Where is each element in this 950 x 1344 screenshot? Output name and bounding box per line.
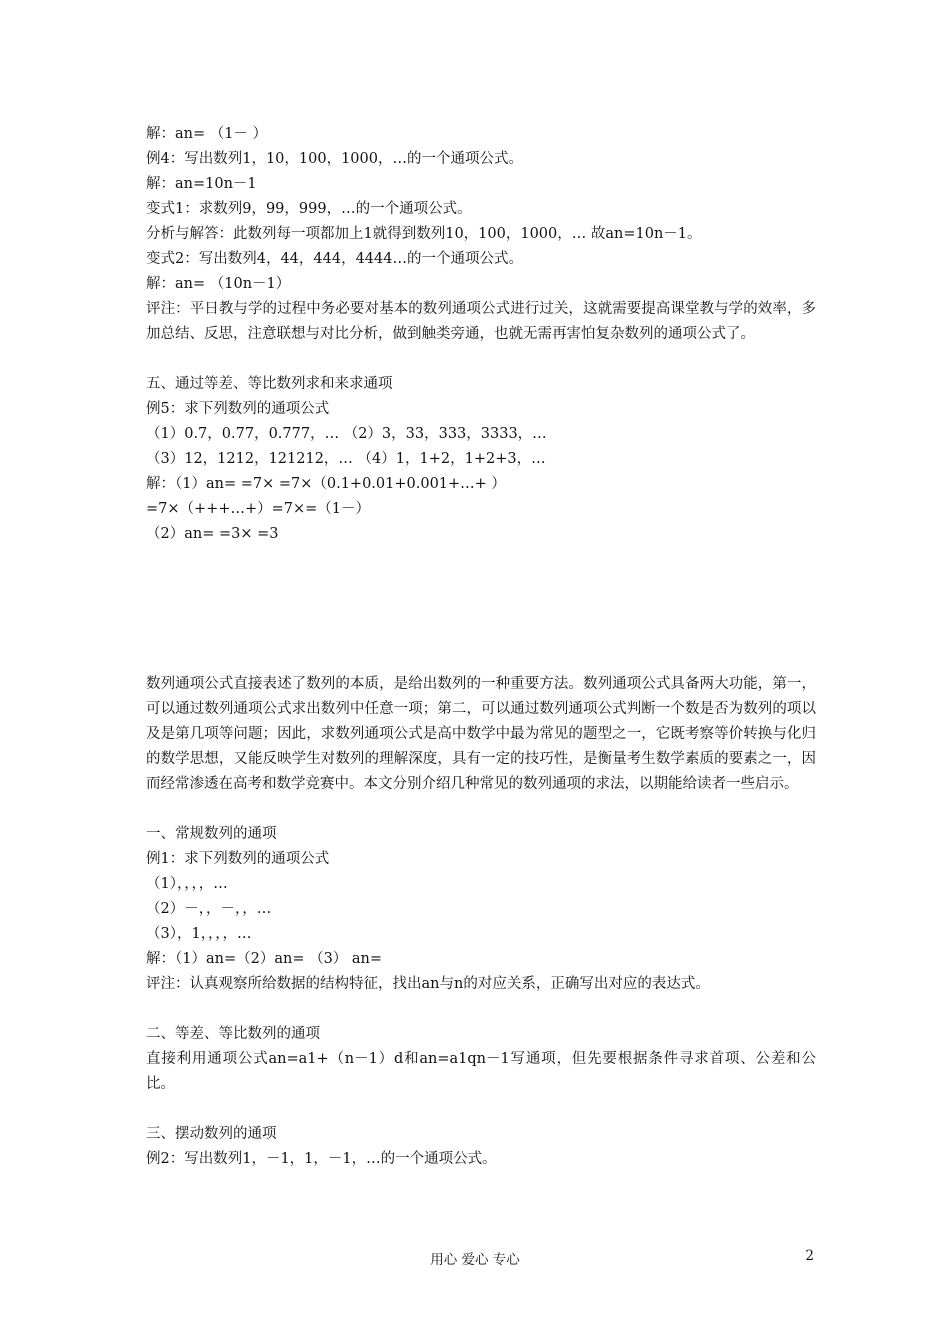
text-line: （3）12，1212，121212，… （4）1，1+2，1+2+3，… <box>146 451 546 467</box>
spacer <box>146 1097 816 1122</box>
text-line: （1），，，，… <box>146 876 228 892</box>
text-line: 例1：求下列数列的通项公式 <box>146 851 330 867</box>
text-line: 解：an= （10n－1） <box>146 276 291 292</box>
text-line: （3），1，，，，… <box>146 926 252 942</box>
text-line: 解：（1）an= =7× =7×（0.1+0.01+0.001+…+ ） <box>146 476 506 492</box>
page-number: 2 <box>805 1248 814 1264</box>
text-line: 解：（1）an=（2）an= （3） an= <box>146 951 383 967</box>
section-heading: 一、常规数列的通项 <box>146 826 277 842</box>
text-line: =7×（+++…+）=7×=（1－） <box>146 501 371 517</box>
text-line: （2）an= =3× =3 <box>146 526 279 542</box>
text-line: 解：an= （1－ ） <box>146 126 268 142</box>
intro-paragraph: 数列通项公式直接表述了数列的本质，是给出数列的一种重要方法。数列通项公式具备两大功能，第一，可以通过数列通项公式求出数列中任意一项；第二，可以通过数列通项公式判断一个数是否为数列的项以及是第几项等问题；因此，求数列通项公式是高中数学中最为常见的题型之一，它既考察等价转换与化归的数学思想，又能反映学生对数列的理解深度，具有一定的技巧性，是衡量考生数学素质的要素之一，因而经常渗透在高考和数学竞赛中。本文分别介绍几种常见的数列通项的求法，以期能给读者一些启示。 <box>146 676 816 792</box>
text-line: 变式2：写出数列4，44，444，4444…的一个通项公式。 <box>146 251 523 267</box>
spacer <box>146 547 816 672</box>
text-line: 变式1：求数列9，99，999，…的一个通项公式。 <box>146 201 472 217</box>
section-heading: 二、等差、等比数列的通项 <box>146 1026 320 1042</box>
text-line: 评注：认真观察所给数据的结构特征，找出an与n的对应关系，正确写出对应的表达式。 <box>146 976 710 992</box>
text-line: 分析与解答：此数列每一项都加上1就得到数列10，100，1000，… 故an=10n－1。 <box>146 226 702 242</box>
text-line: 解：an=10n－1 <box>146 176 257 192</box>
text-line: （1）0.7，0.77，0.777，… （2）3，33，333，3333，… <box>146 426 547 442</box>
comment-paragraph: 评注：平日教与学的过程中务必要对基本的数列通项公式进行过关，这就需要提高课堂教与学的效率，多加总结、反思，注意联想与对比分析，做到触类旁通，也就无需再害怕复杂数列的通项公式了。 <box>146 301 816 342</box>
text-line: 例4：写出数列1，10，100，1000，…的一个通项公式。 <box>146 151 523 167</box>
footer-slogan: 用心 爱心 专心 <box>430 1252 520 1268</box>
section-heading: 三、摆动数列的通项 <box>146 1126 277 1142</box>
spacer <box>146 997 816 1022</box>
body-paragraph: 直接利用通项公式an=a1+（n－1）d和an=a1qn－1写通项，但先要根据条件寻求首项、公差和公比。 <box>146 1051 816 1092</box>
spacer <box>146 797 816 822</box>
spacer <box>146 347 816 372</box>
section-heading: 五、通过等差、等比数列求和来求通项 <box>146 376 393 392</box>
text-line: （2）－，，－，，… <box>146 901 272 917</box>
text-line: 例5：求下列数列的通项公式 <box>146 401 330 417</box>
text-line: 例2：写出数列1，－1，1，－1，…的一个通项公式。 <box>146 1151 497 1167</box>
page-content <box>146 122 816 1172</box>
